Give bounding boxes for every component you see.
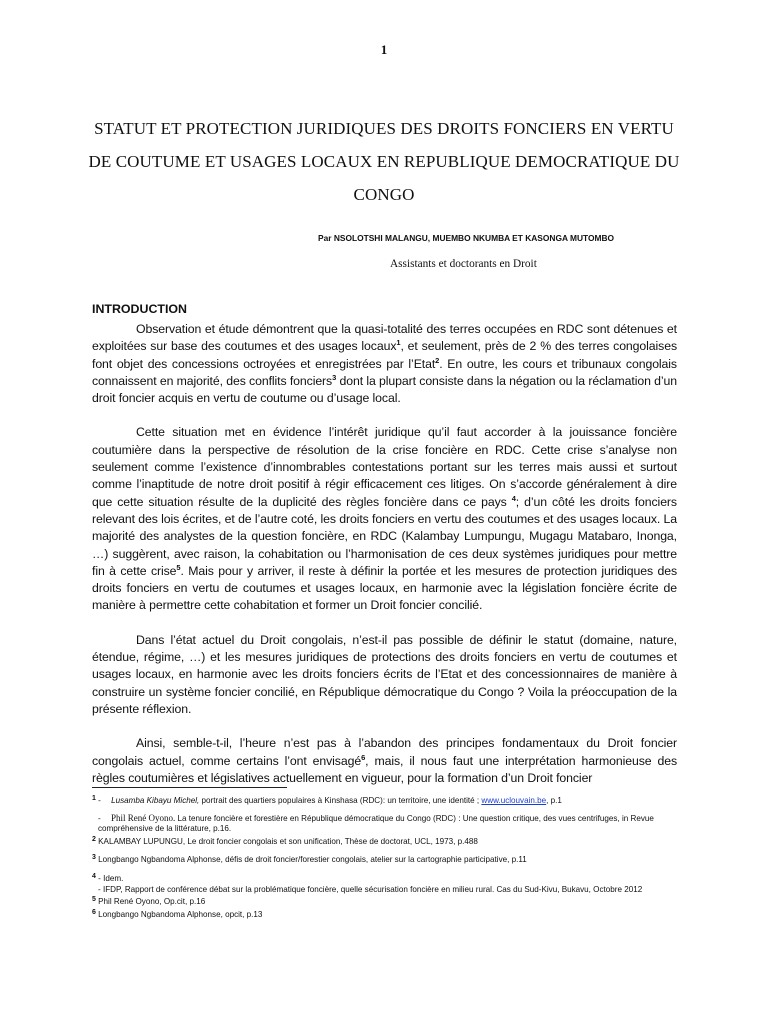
paragraph-2 bbox=[92, 424, 677, 614]
footnote-text: - Idem. bbox=[98, 873, 124, 883]
footnote-text: KALAMBAY LUPUNGU, Le droit foncier congolais et son unification, Thèse de doctorat, UCL, 1973, p.488 bbox=[98, 836, 478, 846]
authors-line: Par NSOLOTSHI MALANGU, MUEMBO NKUMBA ET KASONGA MUTOMBO bbox=[318, 233, 615, 243]
footnote-author: Phil René Oyono. bbox=[110, 812, 176, 823]
footnote-link[interactable]: www.uclouvain.be bbox=[481, 796, 547, 805]
paragraph-1 bbox=[92, 321, 677, 407]
footnote-text: Phil René Oyono, Op.cit, p.16 bbox=[98, 897, 206, 907]
footnote-ref-5[interactable]: 5 bbox=[176, 562, 181, 572]
footnote-marker: 6 bbox=[92, 908, 96, 916]
paragraph-3: Dans l’état actuel du Droit congolais, n’est-il pas possible de définir le statut (domaine, nature, étendue, régime, …) et les mesures juridiques de protections des droits fonciers en vertu de coutumes et usages locaux, en harmonie avec les droits fonciers écrits de l’Etat et des concessionnaires de manière à construire un système foncier concilié, en République démocratique du Congo ? Voila la préoccupation de la présente réflexion. bbox=[92, 632, 677, 716]
paragraph-text: Ainsi, semble-t-il, l’heure n’est pas à l’abandon des principes fondamentaux du Droit foncier congolais actuel, comme certains l’ont envisagé bbox=[92, 736, 677, 768]
affiliation-line: Assistants et doctorants en Droit bbox=[390, 258, 537, 270]
footnote-ref-6[interactable]: 6 bbox=[361, 752, 366, 762]
footnote-ref-1[interactable]: 1 bbox=[396, 338, 401, 348]
footnote-5 bbox=[92, 895, 682, 908]
footnote-text: Longbango Ngbandoma Alphonse, défis de droit foncier/forestier congolais, atelier sur la cartographie participative, p.11 bbox=[98, 855, 527, 865]
footnote-3 bbox=[92, 853, 682, 866]
paragraph-4 bbox=[92, 735, 677, 787]
page-number: 1 bbox=[380, 42, 388, 57]
paragraph-text: , et seulement, près de 2 % des terres congolaises font objet des concessions octroyées et enregistrées par l’Etat bbox=[92, 339, 677, 371]
footnote-ref-2[interactable]: 2 bbox=[435, 355, 440, 365]
paragraph-text: . En outre, les cours et tribunaux congolais connaissent en majorité, des conflits fonciers bbox=[92, 356, 677, 388]
footnote-marker: 2 bbox=[92, 835, 96, 843]
footnote-marker: 4 bbox=[92, 872, 96, 880]
footnote-1 bbox=[92, 794, 682, 807]
footnote-marker: 5 bbox=[92, 896, 96, 904]
paragraph-text: Cette situation met en évidence l’intérêt juridique qu’il faut accorder à la jouissance foncière coutumière dans la perspective de résolution de la crise foncière en RDC. Cette crise s’analyse non seulement comme l’existence d’innombrables contestations portant sur les terres mais aussi et surtout comme l’inaptitude de notre droit positif à régir efficacement ces litiges. On s’accorde généralement à dire que cette situation résulte de la duplicité des règles foncière dans ce pays bbox=[92, 425, 677, 509]
footnote-author: Lusamba Kibayu Michel, bbox=[111, 796, 200, 805]
body-text bbox=[92, 321, 677, 804]
footnote-marker: 3 bbox=[92, 854, 96, 862]
paragraph-text: . Mais pour y arriver, il reste à définir la portée et les mesures de protection juridiques des droits fonciers en vertu de coutumes et usages locaux, en harmonie avec la législation foncière écrite de manière à permettre cette cohabitation et former un Droit foncier concilié. bbox=[92, 563, 678, 613]
footnote-4b bbox=[92, 885, 682, 896]
paragraph-text: Observation et étude démontrent que la quasi-totalité des terres occupées en RDC sont détenues et exploitées sur base des coutumes et des usages locaux bbox=[92, 322, 677, 354]
footnote-dash: - bbox=[98, 796, 101, 805]
footnote-text: - IFDP, Rapport de conférence débat sur la problématique foncière, quelle sécurisation foncière en milieu rural. Cas du Sud-Kivu, Bukavu, Octobre 2012 bbox=[98, 884, 643, 894]
footnote-separator bbox=[92, 787, 287, 788]
footnote-2 bbox=[92, 835, 682, 848]
footnote-6 bbox=[92, 908, 682, 921]
footnote-ref-4[interactable]: 4 bbox=[511, 493, 516, 503]
footnotes bbox=[92, 794, 682, 920]
footnote-text: portrait des quartiers populaires à Kinshasa (RDC): un territoire, une identité ; bbox=[199, 796, 480, 805]
paragraph-text: dont la plupart consiste dans la négation ou la réclamation d’un droit foncier acquis en vertu de coutume ou d’usage local. bbox=[92, 373, 677, 406]
footnote-4 bbox=[92, 872, 682, 885]
footnote-text: Longbango Ngbandoma Alphonse, opcit, p.13 bbox=[98, 909, 263, 919]
paragraph-text: , mais, il nous faut une interprétation harmonieuse des règles coutumières et législatives actuellement en vigueur, pour la formation d’un Droit foncier bbox=[92, 753, 677, 785]
paragraph-text: ; d’un côté les droits fonciers relevant des lois écrites, et de l’autre coté, les droits fonciers en vertu des coutumes et des usages locaux. La majorité des analystes de la question foncière, en RDC (Kalambay Lumpungu, Mugagu Matabaro, Inonga, …) suggèrent, avec raison, la cohabitation ou l’harmonisation de ces deux systèmes juridiques pour mettre fin à cette crise bbox=[92, 494, 677, 578]
section-heading: INTRODUCTION bbox=[92, 302, 187, 316]
footnote-text: , p.1 bbox=[546, 796, 562, 805]
footnote-marker: 1 bbox=[92, 795, 96, 802]
document-title: STATUT ET PROTECTION JURIDIQUES DES DROITS FONCIERS EN VERTU DE COUTUME ET USAGES LOCAUX EN REPUBLIQUE DEMOCRATIQUE DU CONGO bbox=[88, 119, 680, 204]
footnote-dash: - bbox=[98, 813, 101, 823]
footnote-ref-3[interactable]: 3 bbox=[332, 372, 337, 382]
footnote-text: La tenure foncière et forestière en République démocratique du Congo (RDC) : Une question critique, des vues centrifuges, in Revue compréhensive de la littérature, p.16. bbox=[98, 813, 654, 834]
footnote-1b bbox=[92, 813, 682, 835]
